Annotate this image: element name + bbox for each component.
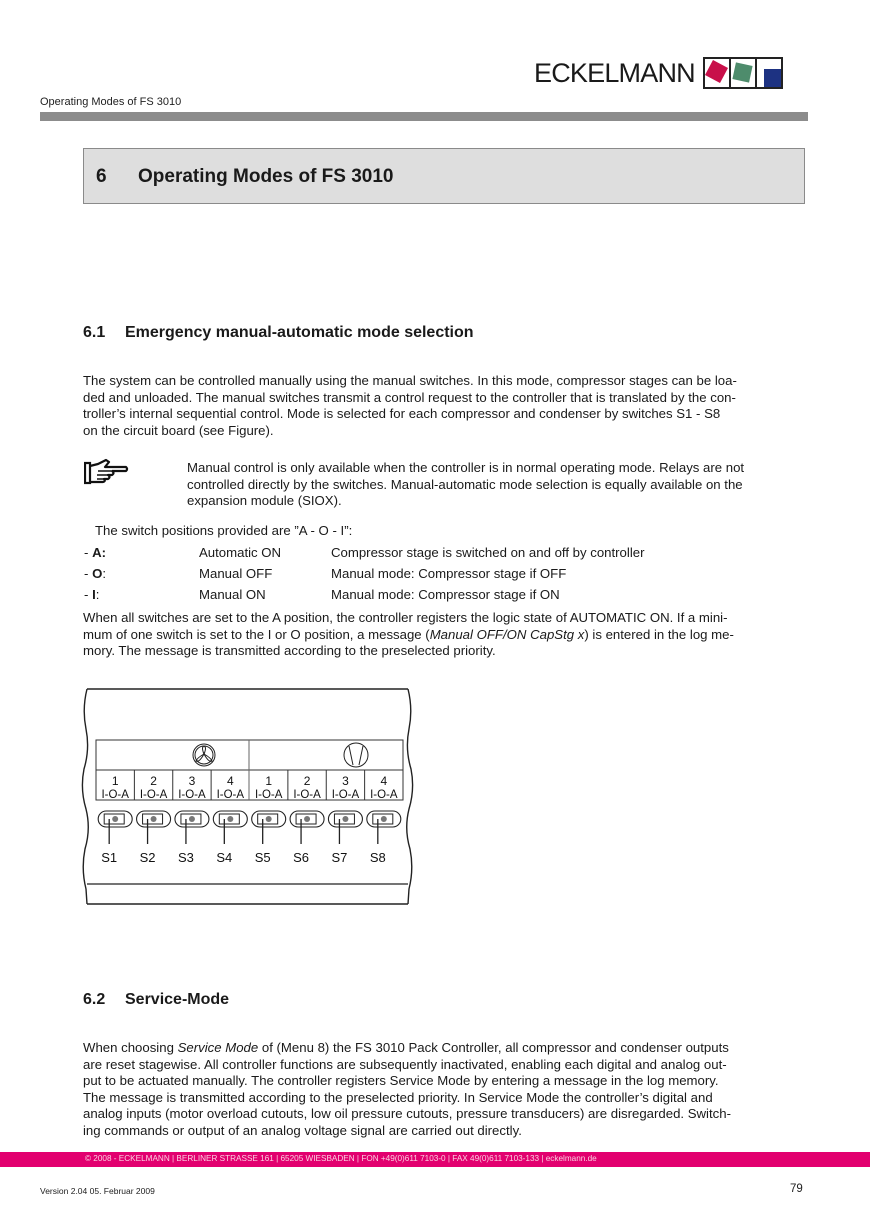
position-key-letter: A:: [92, 545, 106, 560]
positions-intro: The switch positions provided are ”A - O - I”:: [95, 523, 353, 538]
text-line: troller’s internal sequential control. Mode is selected for each compressor and condenser by switches S1 - S8: [83, 406, 721, 422]
slide-switch[interactable]: [367, 811, 401, 844]
slide-switch[interactable]: [98, 811, 132, 844]
position-mode: Automatic ON: [199, 545, 282, 560]
section-number: 6.2: [83, 991, 106, 1008]
position-prefix: -: [84, 587, 93, 602]
text-line: mory. The message is transmitted according to the preselected priority.: [83, 643, 496, 659]
section-title: Service-Mode: [125, 991, 230, 1008]
text-line: The message is transmitted according to the preselected priority. In Service Mode the controller’s digital and: [83, 1089, 713, 1105]
text-span: mum of one switch is set to the I or O position, a message (: [83, 626, 430, 642]
channel-number: 3: [342, 774, 349, 788]
pointing-hand-icon: [84, 458, 130, 488]
section-heading-6-2: [83, 991, 229, 1009]
slide-switch[interactable]: [213, 811, 247, 844]
compressor-icon: [344, 743, 368, 767]
eckelmann-logo: [534, 56, 783, 90]
position-mode: Manual ON: [199, 587, 266, 602]
slide-switch[interactable]: [290, 811, 324, 844]
position-label: I-O-A: [178, 789, 206, 801]
position-label: I-O-A: [254, 789, 283, 801]
text-span: of (Menu 8) the FS 3010 Pack Controller, all compressor and condenser outputs: [258, 1040, 729, 1055]
text-line: put to be actuated manually. The controller registers Service Mode by entering a message in the log memory.: [83, 1073, 719, 1089]
chapter-number: 6: [96, 166, 107, 187]
switch-label: S5: [254, 850, 271, 865]
position-key-letter: O: [92, 566, 103, 581]
text-line: ing commands or output of an analog voltage signal are carried out directly.: [83, 1122, 522, 1138]
logo-green-diamond-icon: [731, 59, 757, 87]
position-key: [84, 587, 184, 602]
position-suffix: :: [95, 587, 100, 602]
logo-mark: [703, 57, 783, 89]
position-prefix: -: [84, 566, 93, 581]
board-outline: [82, 689, 412, 904]
service-mode-term: Service Mode: [177, 1040, 259, 1055]
header-divider: [40, 112, 808, 121]
section-heading-6-1: [83, 324, 474, 342]
text-line: The system can be controlled manually using the manual switches. In this mode, compressor stages can be loa-: [83, 373, 737, 388]
text-line: are reset stagewise. All controller functions are subsequently inactivated, enabling each digital and analog out-: [83, 1056, 727, 1072]
switch-label: S2: [139, 850, 156, 865]
text-line: on the circuit board (see Figure).: [83, 422, 274, 438]
slide-switch[interactable]: [137, 811, 171, 844]
text-span: ) is entered in the log me-: [584, 626, 734, 642]
brand-name: ECKELMANN: [534, 58, 695, 88]
position-key: [84, 566, 184, 581]
note-text: [187, 460, 817, 510]
logo-red-diamond-icon: [705, 59, 731, 87]
after-positions-paragraph: [83, 610, 823, 660]
position-key: [84, 545, 184, 560]
text-line: controlled directly by the switches. Manual-automatic mode selection is equally available on the: [187, 476, 743, 492]
switch-label: S6: [293, 850, 310, 865]
text-line: ded and unloaded. The manual switches transmit a control request to the controller that is translated by the con-: [83, 389, 736, 405]
text-span: When choosing: [83, 1040, 178, 1055]
channel-number: 2: [303, 774, 311, 788]
channel-number: 4: [380, 774, 388, 788]
position-description: Manual mode: Compressor stage if OFF: [331, 566, 567, 581]
switch-label: S1: [101, 850, 118, 865]
channel-number: 2: [150, 774, 157, 788]
text-line: [83, 1040, 823, 1057]
footer-bar: [0, 1152, 870, 1167]
channel-number: 1: [265, 774, 273, 788]
footer-address: © 2008 - ECKELMANN | BERLINER STRASSE 161 | 65205 WIESBADEN | FON +49(0)611 7103-0 | FAX 49(0)611 7103-133 | eckelmann.de: [85, 1154, 597, 1163]
slide-switch[interactable]: [175, 811, 209, 844]
log-message-name: Manual OFF/ON CapStg x: [429, 626, 585, 642]
section-number: 6.1: [83, 324, 106, 341]
text-line: analog inputs (motor overload cutouts, low oil pressure cutouts, pressure transducers) are disregarded. Switch-: [83, 1106, 731, 1122]
switch-label: S3: [177, 850, 194, 865]
running-head: Operating Modes of FS 3010: [40, 96, 182, 108]
text-line: [83, 627, 823, 644]
service-mode-paragraph: [83, 1040, 823, 1140]
intro-paragraph: [83, 373, 813, 439]
chapter-title: Operating Modes of FS 3010: [138, 166, 394, 187]
position-suffix: :: [102, 566, 106, 581]
position-label: I-O-A: [216, 789, 245, 801]
position-label: I-O-A: [370, 789, 398, 801]
channel-number: 3: [188, 774, 196, 788]
position-mode: Manual OFF: [199, 566, 273, 581]
switch-label: S8: [369, 850, 386, 865]
switch-label: S7: [331, 850, 348, 865]
version-info: Version 2.04 05. Februar 2009: [40, 1186, 155, 1196]
position-label: I-O-A: [293, 789, 321, 801]
logo-blue-square-icon: [757, 59, 781, 87]
position-label: I-O-A: [139, 789, 168, 801]
chapter-heading-box: [83, 148, 805, 204]
text-line: expansion module (SIOX).: [187, 493, 342, 509]
position-label: I-O-A: [101, 789, 129, 801]
position-key-letter: I: [92, 587, 96, 602]
position-description: Manual mode: Compressor stage if ON: [331, 587, 560, 602]
fan-icon: [193, 744, 215, 766]
position-description: Compressor stage is switched on and off by controller: [331, 545, 645, 560]
switch-label: S4: [216, 850, 233, 865]
slide-switch[interactable]: [252, 811, 286, 844]
position-prefix: -: [84, 545, 93, 560]
switch-board-figure: [80, 684, 420, 909]
text-line: Manual control is only available when the controller is in normal operating mode. Relays are not: [187, 460, 745, 475]
text-line: When all switches are set to the A position, the controller registers the logic state of AUTOMATIC ON. If a mini-: [83, 610, 728, 625]
channel-number: 4: [226, 774, 234, 788]
section-title: Emergency manual-automatic mode selection: [125, 324, 474, 341]
channel-number: 1: [111, 774, 119, 788]
position-label: I-O-A: [331, 789, 360, 801]
page-number: 79: [790, 1183, 803, 1195]
slide-switch[interactable]: [328, 811, 362, 844]
